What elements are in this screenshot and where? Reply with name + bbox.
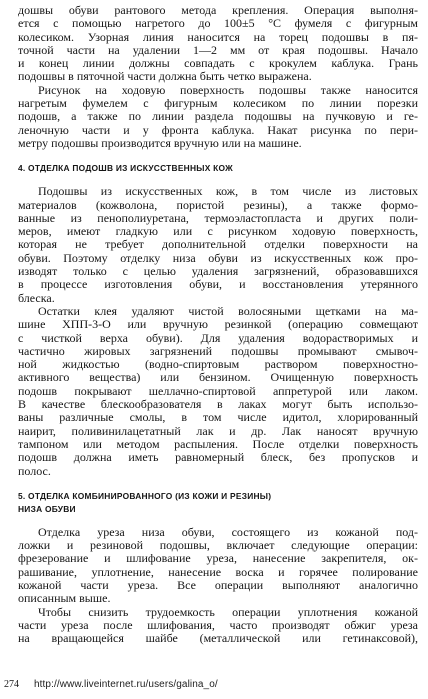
section-heading: 4. ОТДЕЛКА ПОДОШВ ИЗ ИСКУССТВЕННЫХ КОЖ (18, 163, 233, 174)
text-line: точной части на удалении 1—2 мм от края подошвы. Начало (18, 42, 418, 57)
text-line: Подошвы из искусственных кож, в том числе из листовых (38, 184, 418, 199)
text-line: Рисунок на ходовую поверхность подошвы также наносится (38, 82, 418, 97)
paragraph-3 (18, 185, 418, 305)
text-line: материалов (кожволона, пористой резины), а также формо- (18, 197, 418, 212)
text-line: кожаной части уреза. Все операции выполняют аналогично (18, 577, 418, 592)
text-line: ной жидкостью (водно-спиртовым раствором поверхностно- (18, 357, 418, 372)
text-line: шине ХПП-3-О или вручную резинкой (операцию совмещают (18, 317, 418, 332)
text-line: тампоном или методом распыления. После отделки поверхность (18, 436, 418, 451)
text-line: Остатки клея удаляют чистой волосяными щетками на ма- (38, 303, 418, 318)
text-line: с чисткой верха обуви). Для удаления водорастворимых и (18, 330, 418, 345)
text-line: фрезерование и шлифование уреза, нанесение закрепителя, ок- (18, 551, 418, 566)
text-line: в процессе изготовления обуви, и восстановления утерянного (18, 277, 418, 292)
paragraph-2 (18, 84, 418, 150)
text-line: блеска. (18, 290, 55, 305)
text-line: части уреза после шлифования, часто производят обжиг уреза (18, 617, 418, 632)
text-line: описанным выше. (18, 591, 111, 606)
text-line: обуви. Поэтому отделку низа обуви из искусственных кож про- (18, 250, 418, 265)
text-line: полос. (18, 463, 51, 478)
text-line: изводят только с целью удаления загрязнений, образовавшихся (18, 264, 418, 279)
text-line: колесиком. Узорная линия наносится на торец подошвы в пя- (18, 29, 418, 44)
text-line: меров, имеют гладкую или с рисунком ходовую поверхность, (18, 224, 418, 239)
watermark-url: http://www.liveinternet.ru/users/galina_o/ (34, 679, 218, 690)
paragraph-4 (18, 305, 418, 478)
page-number: 274 (4, 679, 19, 690)
paragraph-5 (18, 526, 418, 606)
text-line: В качестве блескообразователя в лаках могут быть использо- (18, 397, 418, 412)
text-line: на вращающейся шайбе (металлической или гетинаксовой), (18, 631, 418, 646)
text-line: подошвы в пяточной части должна быть четко выражена. (18, 69, 312, 84)
text-line: и конец линии должны совпадать с крокулем каблука. Грань (18, 56, 418, 71)
text-line: нагретым фумелем с фигурным колесиком по линии порезки (18, 96, 418, 111)
text-line: активного вещества) или бензином. Очищенную поверхность (18, 370, 418, 385)
text-line: частично жировых загрязнений подошвы промывают смывоч- (18, 343, 418, 358)
text-line: рашивание, уплотнение, нанесение воска и горячее полирование (18, 564, 418, 579)
section-heading: НИЗА ОБУВИ (18, 503, 76, 514)
text-line: ванные из пенополиуретана, термоэластопласта и других поли- (18, 210, 418, 225)
text-line: дошвы обуви рантового метода крепления. Операция выполня- (18, 3, 418, 17)
text-line: леночную части и у фронта каблука. Накат рисунка по пери- (18, 122, 418, 137)
text-line: Чтобы снизить трудоемкость операции уплотнения кожаной (38, 604, 418, 619)
text-line: метру подошвы производится вручную или на машине. (18, 135, 302, 150)
page-footer (4, 676, 424, 692)
text-line: подошв, а также по линии раздела подошвы на пучковую и ге- (18, 109, 418, 124)
text-line: ложки и резиновой подошвы, включает следующие операции: (18, 538, 418, 553)
text-line: наирит, поливинилацетатный лак и др. Лак наносят вручную (18, 423, 418, 438)
paragraph-1 (18, 4, 418, 84)
text-line: ется с помощью нагретого до 100±5 °С фумеля с фигурным (18, 16, 418, 31)
paragraph-6 (18, 606, 418, 646)
text-line: которая не требует дополнительной отделки поверхности на (18, 237, 418, 252)
text-line: Отделка уреза низа обуви, состоящего из кожаной под- (38, 524, 418, 539)
text-line: подошв покрывают шеллачно-спиртовой аппретурой или лаком. (18, 383, 418, 398)
text-line: подошв должна иметь равномерный блеск, без пропусков и (18, 450, 418, 465)
book-page (18, 4, 418, 645)
section-heading: 5. ОТДЕЛКА КОМБИНИРОВАННОГО (ИЗ КОЖИ И РЕЗИНЫ) (18, 490, 272, 501)
text-line: ваны различные смолы, в том числе идитол, хлорированный (18, 410, 418, 425)
